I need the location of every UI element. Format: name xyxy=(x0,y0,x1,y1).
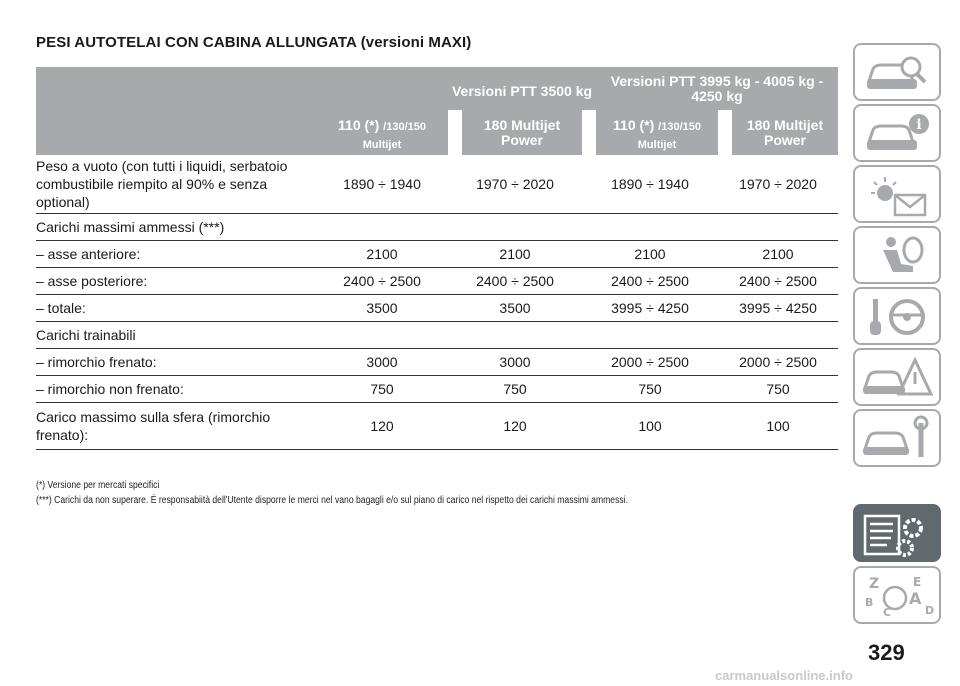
row-value: 2400 ÷ 2500 xyxy=(316,267,448,294)
header-corner-lower xyxy=(36,110,316,155)
seat-airbag-icon xyxy=(861,232,935,280)
svg-text:C: C xyxy=(883,606,892,619)
svg-text:A: A xyxy=(909,589,922,608)
row-value xyxy=(316,321,448,348)
chapter-tab-1[interactable] xyxy=(853,43,941,101)
sub-header-1-small: /130/150 xyxy=(383,121,426,133)
row-label: – rimorchio non frenato: xyxy=(36,375,316,402)
row-label: – rimorchio frenato: xyxy=(36,348,316,375)
car-info-icon xyxy=(861,110,935,158)
group-header-3995-4250: Versioni PTT 3995 kg - 4005 kg - 4250 kg xyxy=(596,67,838,110)
row-value: 3995 ÷ 4250 xyxy=(718,294,838,321)
header-gap xyxy=(448,110,462,155)
sub-header-3 xyxy=(596,110,718,155)
sub-header-row xyxy=(36,110,838,155)
row-value: 750 xyxy=(316,375,448,402)
row-value xyxy=(718,213,838,240)
car-wrench-icon xyxy=(861,415,935,463)
table-row xyxy=(36,213,838,240)
alphabet-index-icon xyxy=(861,572,935,620)
row-value: 1970 ÷ 2020 xyxy=(448,155,582,213)
sub-header-1-main: 110 (*) xyxy=(338,117,380,133)
page-title: PESI AUTOTELAI CON CABINA ALLUNGATA (versioni MAXI) xyxy=(36,34,472,51)
chapter-tab-7[interactable] xyxy=(853,409,941,467)
row-label: – asse posteriore: xyxy=(36,267,316,294)
car-search-icon xyxy=(861,49,935,97)
row-value xyxy=(582,321,718,348)
warning-light-mail-icon xyxy=(861,171,935,219)
chapter-tab-8-active[interactable] xyxy=(853,504,941,562)
row-label: Carichi massimi ammessi (***) xyxy=(36,213,316,240)
row-value: 2000 ÷ 2500 xyxy=(718,348,838,375)
row-value: 750 xyxy=(718,375,838,402)
row-value xyxy=(316,213,448,240)
svg-text:E: E xyxy=(913,575,922,589)
header-corner xyxy=(36,67,316,110)
table-row xyxy=(36,402,838,449)
row-value: 3000 xyxy=(448,348,582,375)
watermark: carmanualsonline.info xyxy=(715,668,853,683)
row-value xyxy=(718,321,838,348)
row-value xyxy=(582,213,718,240)
row-value: 3500 xyxy=(316,294,448,321)
row-label: Carico massimo sulla sfera (rimorchio frenato): xyxy=(36,402,316,449)
row-value: 2100 xyxy=(718,240,838,267)
row-value: 3000 xyxy=(316,348,448,375)
row-value xyxy=(448,213,582,240)
row-value: 2100 xyxy=(448,240,582,267)
sub-header-3-main: 110 (*) xyxy=(613,117,655,133)
chapter-tab-6[interactable] xyxy=(853,348,941,406)
row-value: 3500 xyxy=(448,294,582,321)
svg-text:D: D xyxy=(925,604,935,617)
row-value: 100 xyxy=(582,402,718,449)
row-value: 2400 ÷ 2500 xyxy=(582,267,718,294)
row-value: 2100 xyxy=(316,240,448,267)
header-gap xyxy=(582,110,596,155)
sub-header-2: 180 Multijet Power xyxy=(462,110,582,155)
table-row xyxy=(36,348,838,375)
row-value: 750 xyxy=(448,375,582,402)
row-label: – totale: xyxy=(36,294,316,321)
row-value: 750 xyxy=(582,375,718,402)
header-gap xyxy=(718,110,732,155)
table-row xyxy=(36,321,838,348)
row-value: 2400 ÷ 2500 xyxy=(718,267,838,294)
chapter-tab-3[interactable] xyxy=(853,165,941,223)
list-gears-icon xyxy=(861,510,935,558)
svg-text:B: B xyxy=(865,596,874,609)
sub-header-1-line2: Multijet xyxy=(362,139,402,151)
table-row xyxy=(36,267,838,294)
table-row xyxy=(36,294,838,321)
row-value: 2400 ÷ 2500 xyxy=(448,267,582,294)
row-value: 100 xyxy=(718,402,838,449)
page-number: 329 xyxy=(868,640,905,665)
row-label: – asse anteriore: xyxy=(36,240,316,267)
row-value: 1970 ÷ 2020 xyxy=(718,155,838,213)
footnote-2: (***) Carichi da non superare. É responsabiità dell'Utente disporre le merci nel vano bagagli e/o sul piano di carico nel rispetto dei carichi massimi ammessi. xyxy=(36,495,628,506)
chapter-tab-2[interactable] xyxy=(853,104,941,162)
sub-header-4: 180 Multijet Power xyxy=(732,110,838,155)
sub-header-3-small: /130/150 xyxy=(658,121,701,133)
row-value: 120 xyxy=(448,402,582,449)
row-value: 2100 xyxy=(582,240,718,267)
row-value: 3995 ÷ 4250 xyxy=(582,294,718,321)
group-header-row xyxy=(36,67,838,110)
row-value: 2000 ÷ 2500 xyxy=(582,348,718,375)
svg-text:i: i xyxy=(916,117,922,133)
sub-header-1 xyxy=(316,110,448,155)
chapter-tab-4[interactable] xyxy=(853,226,941,284)
chapter-tab-9[interactable] xyxy=(853,566,941,624)
row-value: 120 xyxy=(316,402,448,449)
group-header-3500: Versioni PTT 3500 kg xyxy=(448,67,596,110)
table-row xyxy=(36,375,838,402)
svg-text:Z: Z xyxy=(869,576,880,592)
footnote-1: (*) Versione per mercati specifici xyxy=(36,480,160,491)
car-warning-triangle-icon xyxy=(861,354,935,402)
table-row xyxy=(36,155,838,213)
sub-header-3-line2: Multijet xyxy=(637,139,677,151)
row-label: Peso a vuoto (con tutti i liquidi, serbatoio combustibile riempito al 90% e senza optional) xyxy=(36,155,316,213)
key-steering-wheel-icon xyxy=(861,293,935,341)
specs-table xyxy=(36,67,838,450)
chapter-tab-5[interactable] xyxy=(853,287,941,345)
table-row xyxy=(36,240,838,267)
row-label: Carichi trainabili xyxy=(36,321,316,348)
row-value: 1890 ÷ 1940 xyxy=(316,155,448,213)
row-value: 1890 ÷ 1940 xyxy=(582,155,718,213)
row-value xyxy=(448,321,582,348)
